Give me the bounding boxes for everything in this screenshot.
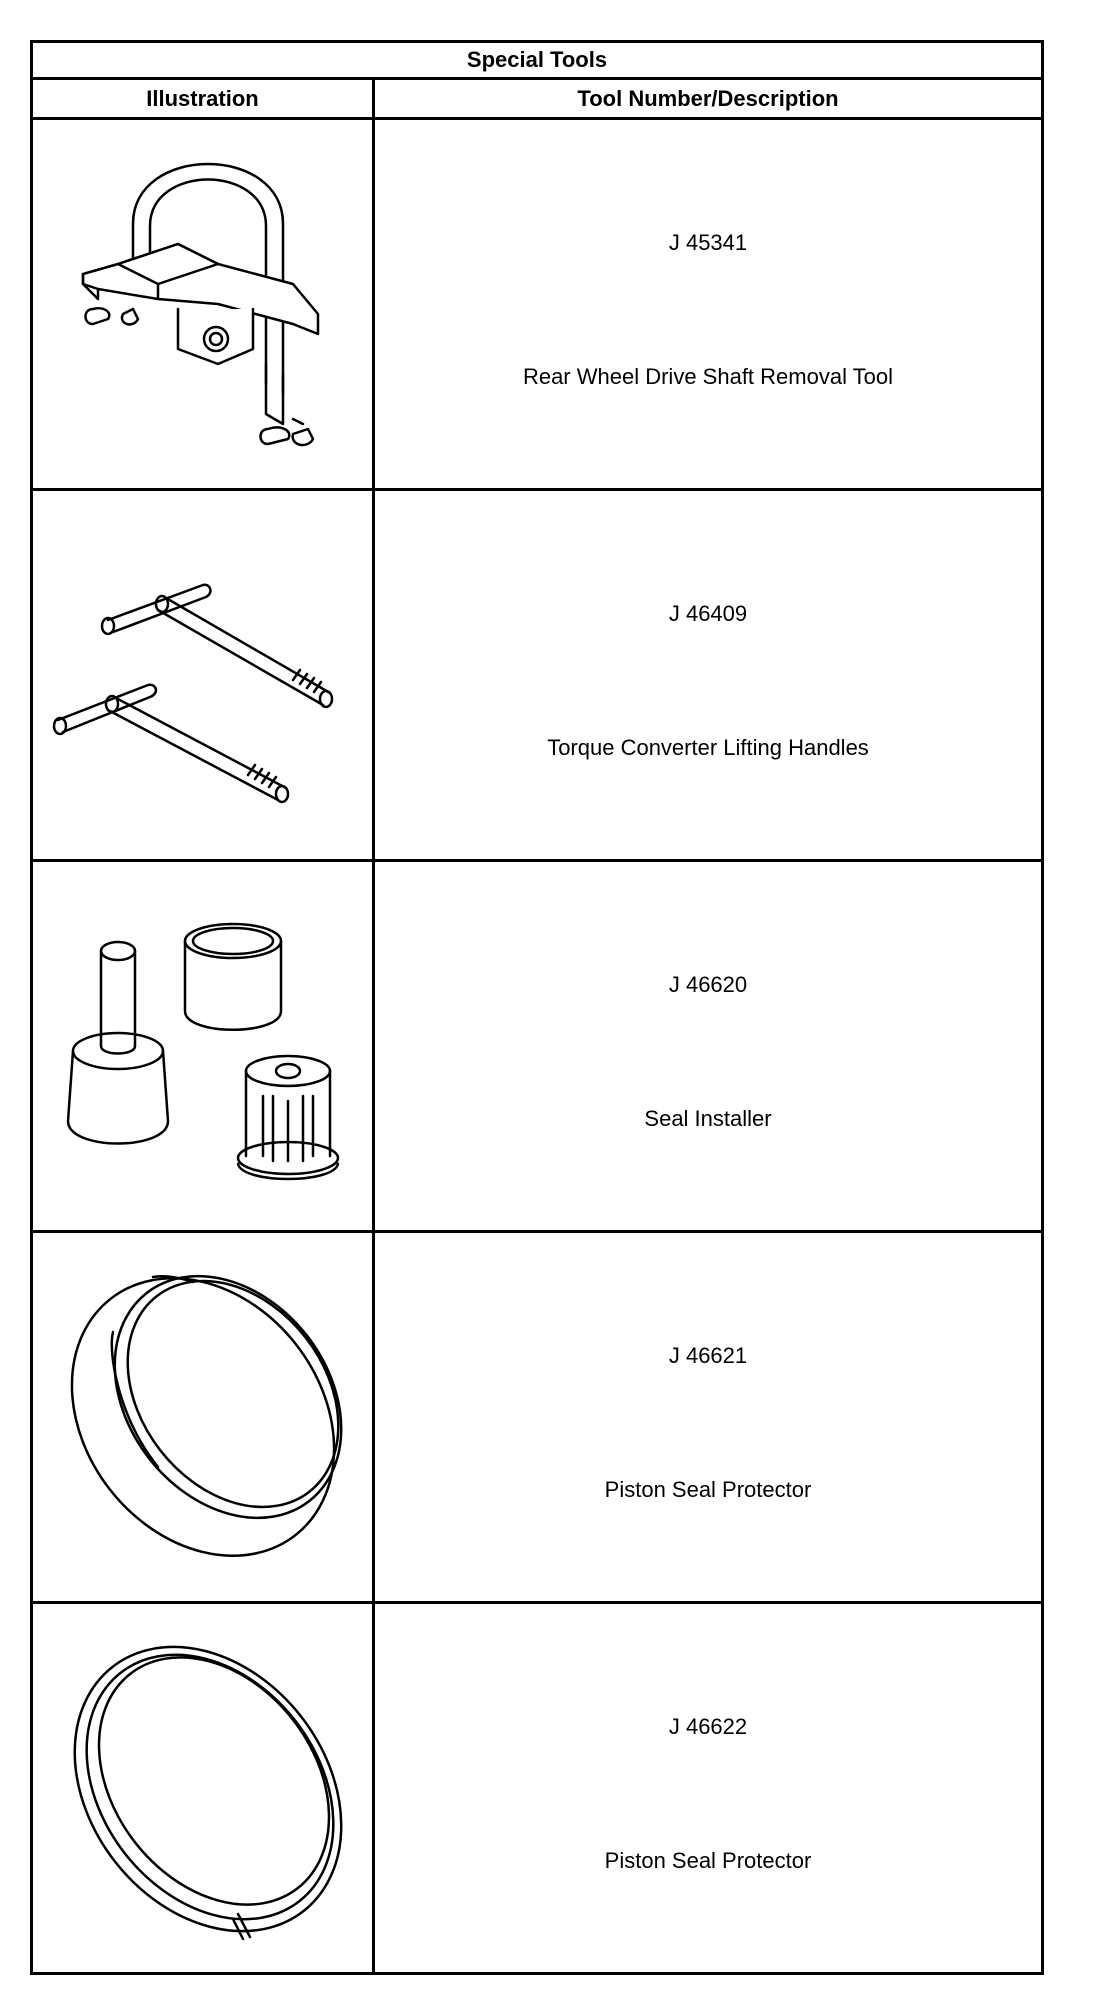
table-row xyxy=(33,491,1041,862)
tool-info-cell xyxy=(375,1233,1041,1601)
tool-description: Piston Seal Protector xyxy=(604,1477,812,1502)
header-illustration: Illustration xyxy=(33,80,375,117)
tool-description: Torque Converter Lifting Handles xyxy=(547,735,869,760)
tool-number: J 45341 xyxy=(668,230,748,255)
illustration-cell xyxy=(33,120,375,488)
tool-description: Rear Wheel Drive Shaft Removal Tool xyxy=(522,364,894,389)
tool-info-cell xyxy=(375,120,1041,488)
seal-installer-illustration xyxy=(38,866,368,1226)
tool-description: Piston Seal Protector xyxy=(604,1848,812,1873)
table-row xyxy=(33,862,1041,1233)
tool-info-cell xyxy=(375,491,1041,859)
table-row xyxy=(33,120,1041,491)
header-tool-number-description: Tool Number/Description xyxy=(577,85,839,111)
tool-number: J 46409 xyxy=(668,601,748,626)
tool-description: Seal Installer xyxy=(644,1106,772,1131)
drive-shaft-removal-tool-illustration xyxy=(38,124,368,484)
illustration-cell xyxy=(33,1604,375,1973)
tool-number: J 46621 xyxy=(668,1343,748,1368)
piston-seal-protector-ring-illustration xyxy=(38,1237,368,1597)
table-row xyxy=(33,1233,1041,1604)
tool-number: J 46622 xyxy=(668,1714,748,1739)
table-title: Special Tools xyxy=(33,43,1041,80)
tool-number: J 46620 xyxy=(668,972,748,997)
tool-info-cell xyxy=(375,1604,1041,1973)
illustration-cell xyxy=(33,862,375,1230)
table-row xyxy=(33,1604,1041,1973)
tool-info-cell xyxy=(375,862,1041,1230)
special-tools-table xyxy=(30,40,1044,1975)
illustration-cell xyxy=(33,1233,375,1601)
split-ring-illustration xyxy=(38,1609,368,1969)
table-header-row xyxy=(33,80,1041,120)
lifting-handles-illustration xyxy=(38,495,368,855)
illustration-cell xyxy=(33,491,375,859)
